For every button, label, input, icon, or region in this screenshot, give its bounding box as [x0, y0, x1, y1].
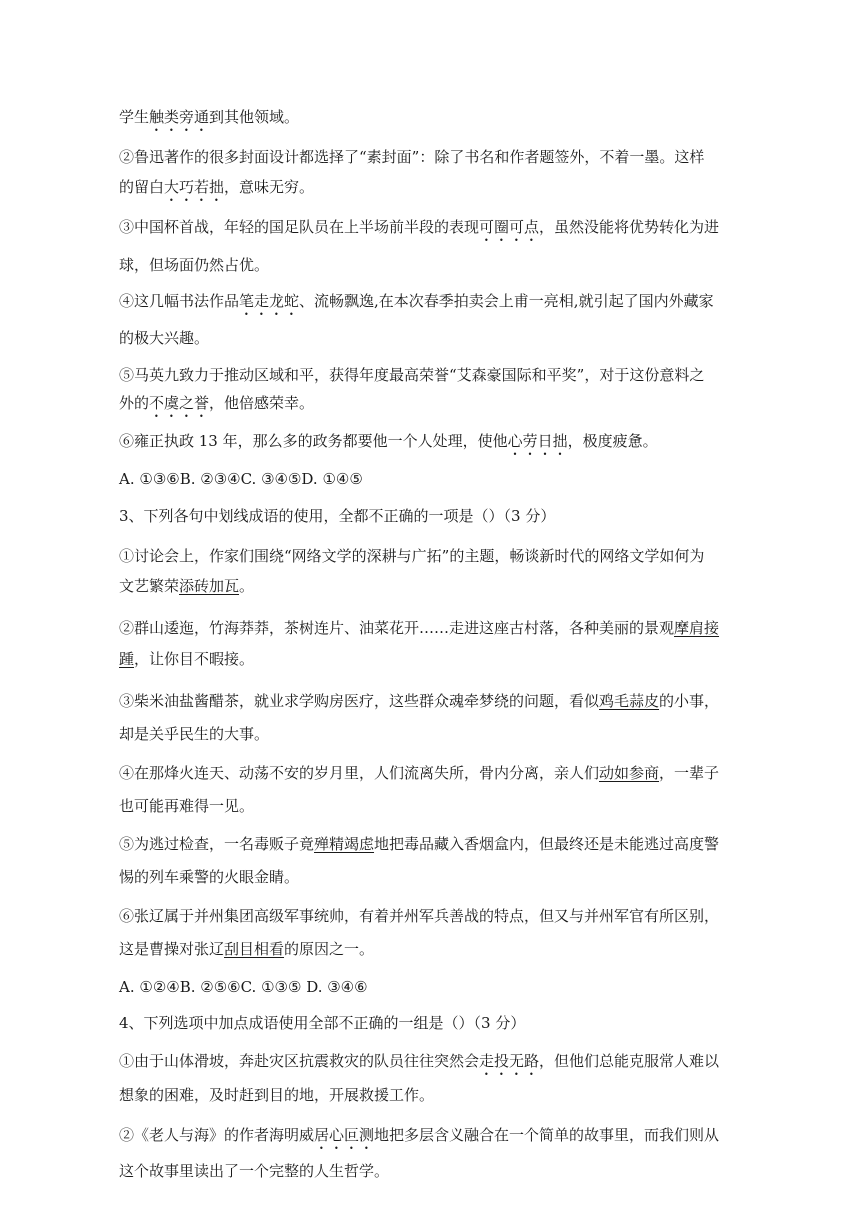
q2-sentence-5-cont	[119, 392, 314, 421]
q3-options: A. ①②④B. ②⑤⑥C. ①③⑤ D. ③④⑥	[119, 978, 368, 996]
text: 的原因之一。	[284, 940, 375, 958]
text: ①由于山体滑坡，奔赴灾区抗震救灾的队员往往突然会	[119, 1052, 480, 1070]
dotted-idiom: 不虞之誉	[149, 394, 210, 412]
q3-stem: 3、下列各句中划线成语的使用，全都不正确的一项是（）（3 分）	[119, 507, 556, 525]
text: ②群山逶迤，竹海莽莽，茶树连片、油菜花开……走进这座古村落，各种美丽的景观	[119, 619, 675, 637]
q4-sentence-2-cont: 这个故事里读出了一个完整的人生哲学。	[119, 1162, 390, 1180]
dotted-idiom: 走投无路	[479, 1052, 540, 1070]
q3-sentence-1-cont	[119, 575, 254, 597]
dotted-idiom: 大巧若拙	[164, 178, 225, 196]
text: 地把毒品藏入香烟盒内，但最终还是未能逃过高度警	[374, 835, 720, 853]
q4-sentence-1-cont: 想象的困难，及时赶到目的地，开展救援工作。	[119, 1086, 435, 1104]
underlined-idiom: 殚精竭虑	[314, 835, 375, 853]
text: ②《老人与海》的作者海明威	[119, 1126, 315, 1144]
dotted-idiom: 可圈可点	[479, 218, 540, 236]
text: 的留白	[119, 178, 165, 196]
dotted-idiom: 居心叵测	[314, 1126, 375, 1144]
underlined-idiom: 摩肩接	[674, 619, 720, 637]
q3-sentence-2	[119, 617, 719, 639]
text: 地把多层含义融合在一个简单的故事里，而我们则从	[374, 1126, 720, 1144]
text: ，极度疲惫。	[567, 432, 658, 450]
text: 。	[239, 577, 255, 595]
q4-stem: 4、下列选项中加点成语使用全部不正确的一组是（）（3 分）	[119, 1014, 526, 1032]
text: ，一辈子	[659, 764, 720, 782]
text: 文艺繁荣	[119, 577, 180, 595]
text: 、流畅飘逸,在本次春季拍卖会上甫一亮相,就引起了国内外藏家	[299, 292, 714, 310]
underlined-idiom: 添砖加瓦	[179, 577, 240, 595]
text: ④在那烽火连天、动荡不安的岁月里，人们流离失所，骨内分离，亲人们	[119, 764, 600, 782]
dotted-idiom: 心劳日拙	[507, 432, 568, 450]
q3-sentence-3-cont: 却是关乎民生的大事。	[119, 725, 270, 743]
text: 到其他领域。	[209, 108, 300, 126]
q4-sentence-1	[119, 1050, 719, 1079]
underlined-idiom: 踵	[119, 650, 135, 668]
text: ③柴米油盐酱醋茶，就业求学购房医疗，这些群众魂牵梦绕的问题，看似	[119, 692, 600, 710]
q3-sentence-1: ①讨论会上，作家们围绕“网络文学的深耕与广拓”的主题，畅谈新时代的网络文学如何为	[119, 547, 705, 565]
text: ⑤为逃过检查，一名毒贩子竟	[119, 835, 315, 853]
text: ，意味无穷。	[224, 178, 315, 196]
text: ，他倍感荣幸。	[209, 394, 315, 412]
q2-sentence-1-tail	[119, 106, 299, 135]
q2-sentence-3-cont: 球，但场面仍然占优。	[119, 256, 270, 274]
q2-sentence-6	[119, 430, 658, 459]
q2-sentence-4-cont: 的极大兴趣。	[119, 329, 210, 347]
q2-sentence-4	[119, 290, 714, 319]
q3-sentence-5	[119, 833, 719, 855]
text: ⑥雍正执政 13 年，那么多的政务都要他一个人处理，使他	[119, 432, 508, 450]
q3-sentence-4	[119, 762, 719, 784]
underlined-idiom: 刮目相看	[224, 940, 285, 958]
text: 这是曹操对张辽	[119, 940, 225, 958]
text: ，虽然没能将优势转化为进	[539, 218, 720, 236]
q3-sentence-2-cont	[119, 648, 254, 670]
q4-sentence-2	[119, 1124, 719, 1153]
underlined-idiom: 鸡毛蒜皮	[599, 692, 660, 710]
dotted-idiom: 笔走龙蛇	[239, 292, 300, 310]
q2-sentence-5: ⑤马英九致力于推动区域和平，获得年度最高荣誉“艾森豪国际和平奖”，对于这份意料之	[119, 366, 705, 384]
text: ③中国杯首战，年轻的国足队员在上半场前半段的表现	[119, 218, 480, 236]
text: 外的	[119, 394, 150, 412]
dotted-idiom: 触类旁通	[149, 108, 210, 126]
q3-sentence-6: ⑥张辽属于并州集团高级军事统帅，有着并州军兵善战的特点，但又与并州军官有所区别，	[119, 907, 720, 925]
q3-sentence-4-cont: 也可能再难得一见。	[119, 797, 255, 815]
text: ，让你目不暇接。	[134, 650, 255, 668]
q3-sentence-6-cont	[119, 938, 374, 960]
text: ④这几幅书法作品	[119, 292, 240, 310]
q2-sentence-2: ②鲁迅著作的很多封面设计都选择了“素封面”：除了书名和作者题签外，不着一墨。这样	[119, 148, 705, 166]
text: 的小事，	[659, 692, 720, 710]
q2-options: A. ①③⑥B. ②③④C. ③④⑤D. ①④⑤	[119, 470, 363, 488]
q2-sentence-2-cont	[119, 176, 314, 205]
text: ，但他们总能克服常人难以	[539, 1052, 720, 1070]
underlined-idiom: 动如参商	[599, 764, 660, 782]
q3-sentence-3	[119, 690, 719, 712]
q3-sentence-5-cont: 惕的列车乘警的火眼金睛。	[119, 868, 300, 886]
text: 学生	[119, 108, 150, 126]
q2-sentence-3	[119, 216, 719, 245]
